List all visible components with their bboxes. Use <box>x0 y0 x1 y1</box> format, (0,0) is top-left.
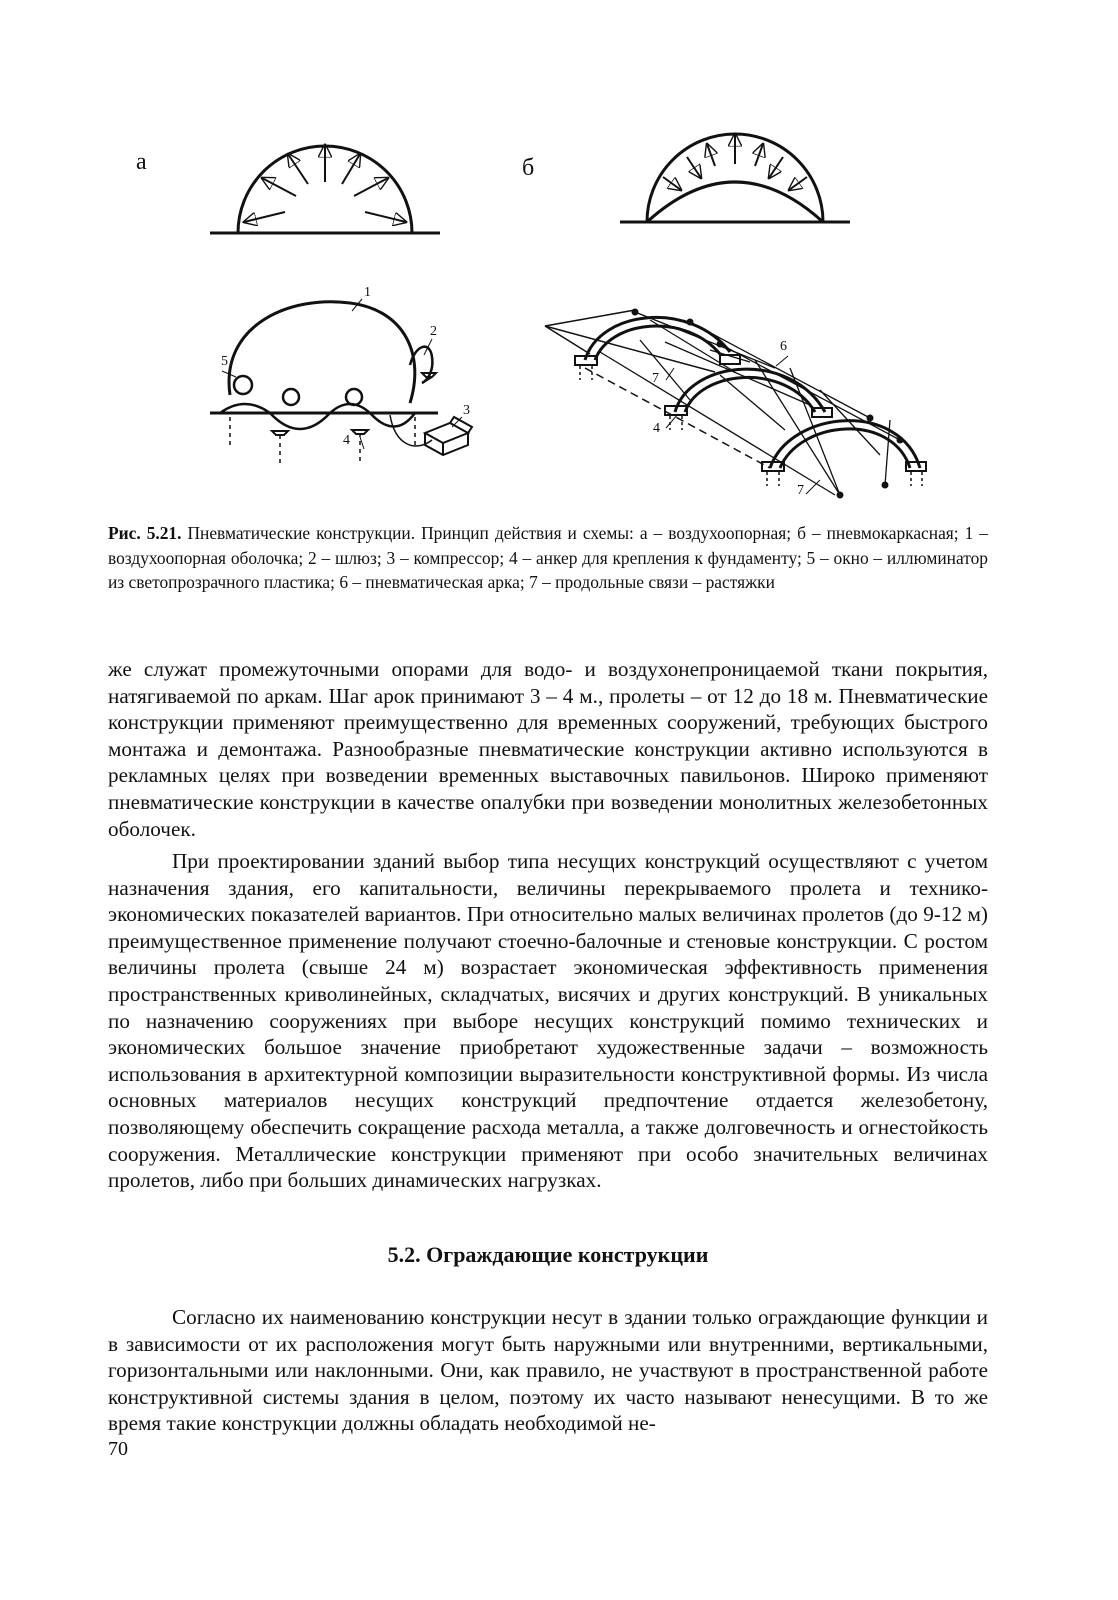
callout-ties-top: 7 <box>652 371 659 386</box>
air-ribbed-dome-diagram <box>615 122 855 232</box>
callout-arch: 6 <box>780 339 787 354</box>
body-paragraph-2: При проектировании зданий выбор типа несущих конструкций осуществляют с учетом назначения здания, его капитальности, величины перекрываемого пролета и технико-экономических показателей вариантов. При относительно малых величинах пролетов (до 9-12 м) преимущественное применение получают стоечно-балочные и стеновые конструкции. С ростом величины пролета (свыше 24 м) возрастает экономическая эффективность применения пространственных криволинейных, складчатых, висячих и других конструкций. В уникальных по назначению сооружениях при выборе несущих конструкций помимо технических и экономических большое значение приобретают художественные задачи – возможность использования в архитектурной композиции выразительности конструктивной формы. Из числа основных материалов несущих конструкций предпочтение отдается железобетону, позволяющему обеспечить сокращение расхода металла, а также долговечность и огнестойкость сооружения. Металлические конструкции применяют при особо значительных величинах пролетов, либо при больших динамических нагрузках. <box>108 849 988 1193</box>
callout-ties-bottom: 7 <box>797 483 804 498</box>
pneumatic-arch-frame-scheme <box>540 300 940 510</box>
body-paragraph-3: Согласно их наименованию конструкции несут в здании только ограждающие функции и в зависимости от их расположения могут быть наружными или внутренними, вертикальными, горизонтальными или наклонными. Они, как правило, не участвуют в пространственной работе конструктивной системы здания в целом, поэтому их часто называют ненесущими. В то же время такие конструкции должны обладать необходимой не- <box>108 1305 988 1436</box>
figure-caption-number: Рис. 5.21. <box>108 523 182 543</box>
callout-anchor-left: 4 <box>343 433 350 448</box>
figure-label-b: б <box>522 155 535 181</box>
callout-compressor: 3 <box>463 403 470 418</box>
figure-caption <box>108 521 988 595</box>
figure-label-a: а <box>136 149 147 175</box>
callout-window: 5 <box>221 354 228 369</box>
callout-anchor-right: 4 <box>653 421 660 436</box>
figure-caption-text: Пневматические конструкции. Принцип действия и схемы: а – воздухоопорная; б – пневмокаркасная; 1 – воздухоопорная оболочка; 2 – шлюз; 3 – компрессор; 4 – анкер для крепления к фундаменту; 5 – окно – иллюминатор из светопрозрачного пластика; 6 – пневматическая арка; 7 – продольные связи – растяжки <box>108 523 988 592</box>
body-paragraph-1: же служат промежуточными опорами для водо- и воздухонепроницаемой ткани покрытия, натягиваемой по аркам. Шаг арок принимают 3 – 4 м., пролеты – от 12 до 18 м. Пневматические конструкции применяют преимущественно для временных сооружений, требующих быстрого монтажа и демонтажа. Разнообразные пневматические конструкции активно используются в рекламных целях при возведении временных выставочных павильонов. Широко применяют пневматические конструкции в качестве опалубки при возведении монолитных железобетонных оболочек. <box>108 657 988 841</box>
page-number: 70 <box>108 1438 128 1460</box>
section-heading: 5.2. Ограждающие конструкции <box>387 1242 709 1267</box>
callout-airlock: 2 <box>430 324 437 339</box>
air-supported-dome-diagram <box>200 130 450 245</box>
callout-shell: 1 <box>364 285 371 300</box>
